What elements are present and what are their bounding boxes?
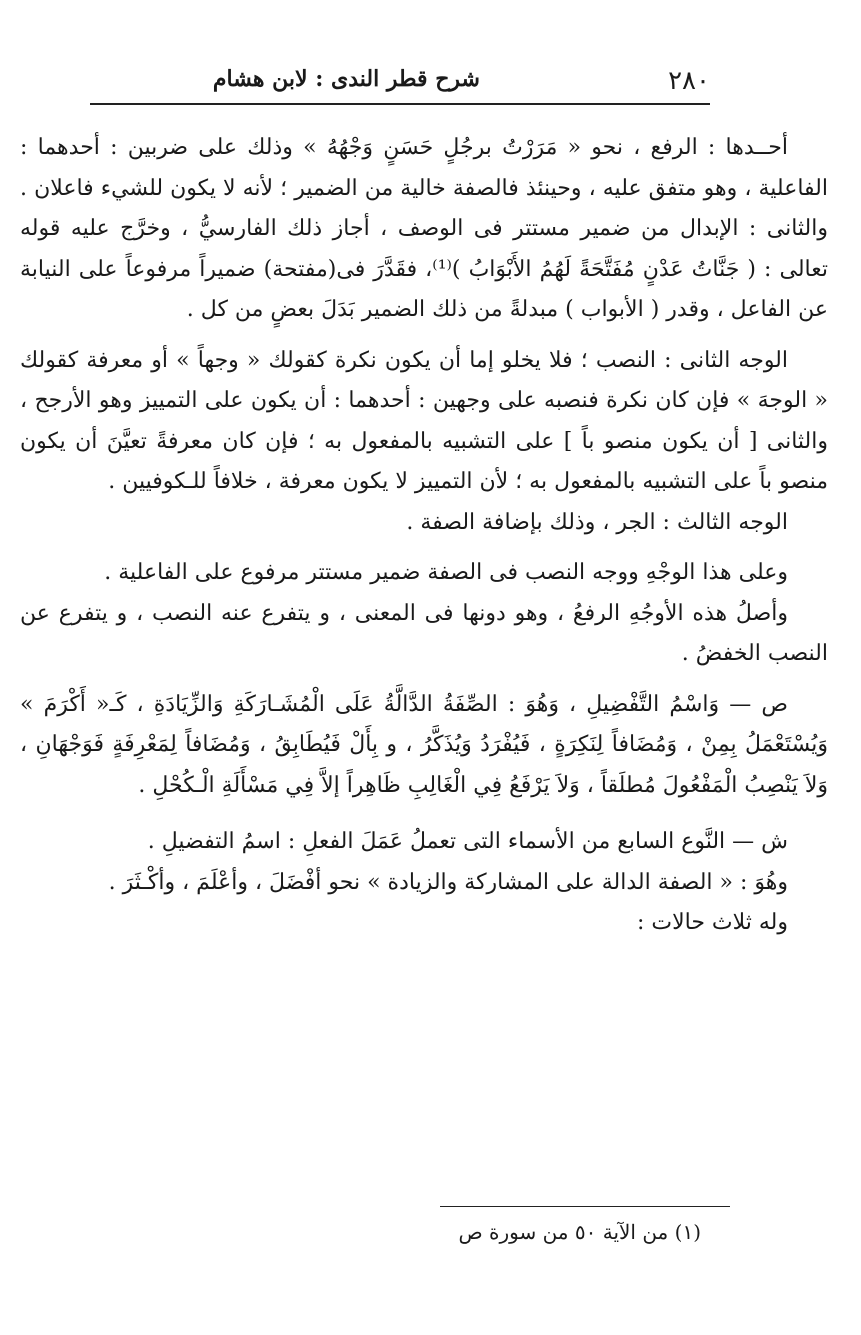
page-number: ٢٨٠ bbox=[668, 66, 710, 96]
paragraph-definition: وهُوَ : « الصفة الدالة على المشاركة والزيادة » نحو أفْضَلَ ، وأعْلَمَ ، وأكْـثَرَ . bbox=[108, 869, 788, 895]
paragraph-states: وله ثلاث حالات : bbox=[636, 910, 788, 935]
paragraph-origin-note: وأصلُ هذه الأوجُهِ الرفعُ ، وهو دونها فى المعنى ، و يتفرع عنه النصب ، و يتفرع عن النصب الخفضُ . bbox=[20, 600, 828, 666]
paragraph-second-face: الوجه الثانى : النصب ؛ فلا يخلو إما أن يكون نكرة كقولك « وجهاً » أو معرفة كقولك « الوجهَ » فإن كان نكرة فنصبه على وجهين : أحدهما : أن يكون على التمييز وهو الأرجح ، والثانى [ أن يكون منصو باً ] على التشبيه بالمفعول به ؛ فإن كان معرفةً تعيَّنَ أن يكون منصو باً على التشبيه بالمفعول به ؛ لأن التمييز لا يكون معرفة ، خلافاً للـكوفيين . bbox=[20, 347, 829, 494]
page-header bbox=[90, 62, 710, 106]
paragraph-third-face: الوجه الثالث : الجر ، وذلك بإضافة الصفة . bbox=[406, 509, 788, 535]
footnote-rule bbox=[440, 1206, 730, 1207]
paragraph-first-face: أحــدها : الرفع ، نحو « مَرَرْتُ برجُلٍ حَسَنٍ وَجْهُهُ » وذلك على ضربين : أحدهما : الفاعلية ، وهو متفق عليه ، وحينئذ فالصفة خالية من الضمير ؛ لأنه لا يكون للشيء فاعلان . والثانى : الإبدال من ضمير مستتر فى الوصف ، أجاز ذلك الفارسيُّ ، وخرَّج عليه قوله تعالى : ( جَنَّاتُ عَدْنٍ مُفَتَّحَةً لَهُمُ الأَبْوَابُ )⁽¹⁾، فقَدَّرَ فى(مفتحة) ضميراً مرفوعاً على النيابة عن الفاعل ، وقدر ( الأبواب ) مبدلةً من ذلك الضمير بَدَلَ بعضٍ من كل . bbox=[20, 135, 828, 322]
page-body bbox=[20, 128, 828, 944]
running-title: شرح قطر الندى : لابن هشام bbox=[212, 66, 480, 92]
paragraph-sharh-intro: ش — النَّوع السابع من الأسماء التى تعملُ عَمَلَ الفعلِ : اسمُ التفضيلِ . bbox=[147, 829, 788, 854]
header-rule bbox=[90, 103, 710, 105]
paragraph-matn-superlative: ص — وَاسْمُ التَّفْضِيلِ ، وَهُوَ : الصِّفَةُ الدَّالَّةُ عَلَى الْمُشَـارَكَةِ وَالزِّيَادَةِ ، كَـ« أَكْرَمَ » وَيُسْتَعْمَلُ بِمِنْ ، وَمُضَافاً لِنَكِرَةٍ ، فَيُفْرَدُ وَيُذَكَّرُ ، و بِأَلْ فَيُطَابِقُ ، وَمُضَافاً لِمَعْرِفَةٍ فَوَجْهَانِ ، وَلاَ يَنْصِبُ الْمَفْعُولَ مُطلَقاً ، وَلاَ يَرْفَعُ فِي الْغَالِبِ ظَاهِراً إلاَّ فِي مَسْأَلَةِ الْـكُحْلِ . bbox=[20, 691, 828, 798]
paragraph-pronoun-note: وعلى هذا الوجْهِ ووجه النصب فى الصفة ضمير مستتر مرفوع على الفاعلية . bbox=[104, 560, 788, 585]
footnote: (١) من الآية ٥٠ من سورة ص bbox=[458, 1220, 701, 1244]
